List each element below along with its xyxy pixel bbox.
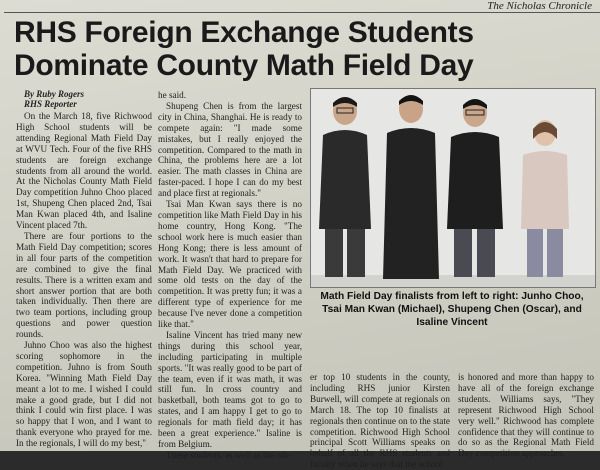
masthead: The Nicholas Chronicle xyxy=(487,0,592,12)
paragraph: These students, as well as the oth- xyxy=(166,449,292,460)
article-column-2 xyxy=(158,90,302,460)
paragraph: Isaline Vincent has tried many new things during this school year, including participating in multiple sports. "It was really good to be part of the team, even if it was math, it was still fun. In cross country and basketball, both teams got to go to states, and I am happy I get to go to regionals for math field day; it has been a great experience." Isaline is from Belgium. xyxy=(158,329,302,449)
masthead-rule xyxy=(4,12,600,13)
paragraph: Tsai Man Kwan says there is no competition like Math Field Day in his home country, Hong Kong. "The school work here is much easier than Hong Kong; there is less amount of work. It wasn't that hard to prepare for Math Field Day. We practiced with some old tests on the day of the competition. It was pretty fun; it was a different type of experience for me because I've never done a competition like that." xyxy=(158,199,302,330)
article-column-1 xyxy=(16,111,152,451)
byline-role: RHS Reporter xyxy=(24,99,77,109)
byline xyxy=(24,89,84,109)
students-photo-illustration xyxy=(311,89,595,287)
paragraph: Juhno Choo was also the highest scoring sophomore in the competition. Juhno is from South Korea. "Winning Math Field Day meant a lot to me. I wished I could make a good grade, but I did not think I could win first place. I was so happy that I won, and I want to thank everyone who prayed for me. In the regionals, I will do my best," xyxy=(16,340,152,449)
byline-author: By Ruby Rogers xyxy=(24,89,85,99)
paragraph: There are four portions to the Math Field Day competition; scores in all four parts of the competition are combined to give the final results. There is a written exam and short answer portion that are both taken individually. Then there are two team portions, including group questions and power question rounds. xyxy=(16,230,152,340)
paragraph: Shupeng Chen is from the largest city in China, Shanghai. He is ready to compete again: "I made some mistakes, but I really enjoyed the competition. Compared to the math in China, the problems here are a lot easier. The math classes in China are faster-paced. I hope I can do my best and place first at regionals." xyxy=(158,100,302,199)
headline-line-1: RHS Foreign Exchange Students xyxy=(14,16,474,49)
headline xyxy=(14,16,594,82)
photo-caption: Math Field Day finalists from left to right: Junho Choo, Tsai Man Kwan (Michael), Shupeng Chen (Oscar), and Isaline Vincent xyxy=(320,291,584,328)
paragraph: he said. xyxy=(158,90,187,100)
group-photo xyxy=(310,88,596,288)
headline-line-2: Dominate County Math Field Day xyxy=(14,49,474,82)
article-column-4: is honored and more than happy to have all of the foreign exchange students. Williams says, "They represent Richwood High School very well." Richwood has complete confidence that they will continue to do so as the Regional Math Field Day competition approaches. xyxy=(458,372,594,459)
paragraph: On the March 18, five Richwood High School students will be attending Regional Math Field Day at WVU Tech. Four of the five RHS students are foreign exchange students from all around the world. At the Nicholas County Math Field Day competition Juhno Choo placed 1st, Shupeng Chen placed 2nd, Tsai Man Kwan placed 4th, and Isaline Vincent placed 7th. xyxy=(16,111,152,231)
article-column-3: er top 10 students in the county, including RHS junior Kirsten Burwell, will compete at regionals on March 18. The top 10 finalists at regionals then continue on to the state competition. Richwood High School principal Scott Williams speaks on behalf of all the RHS students and faculty when he says that the school xyxy=(310,372,450,470)
